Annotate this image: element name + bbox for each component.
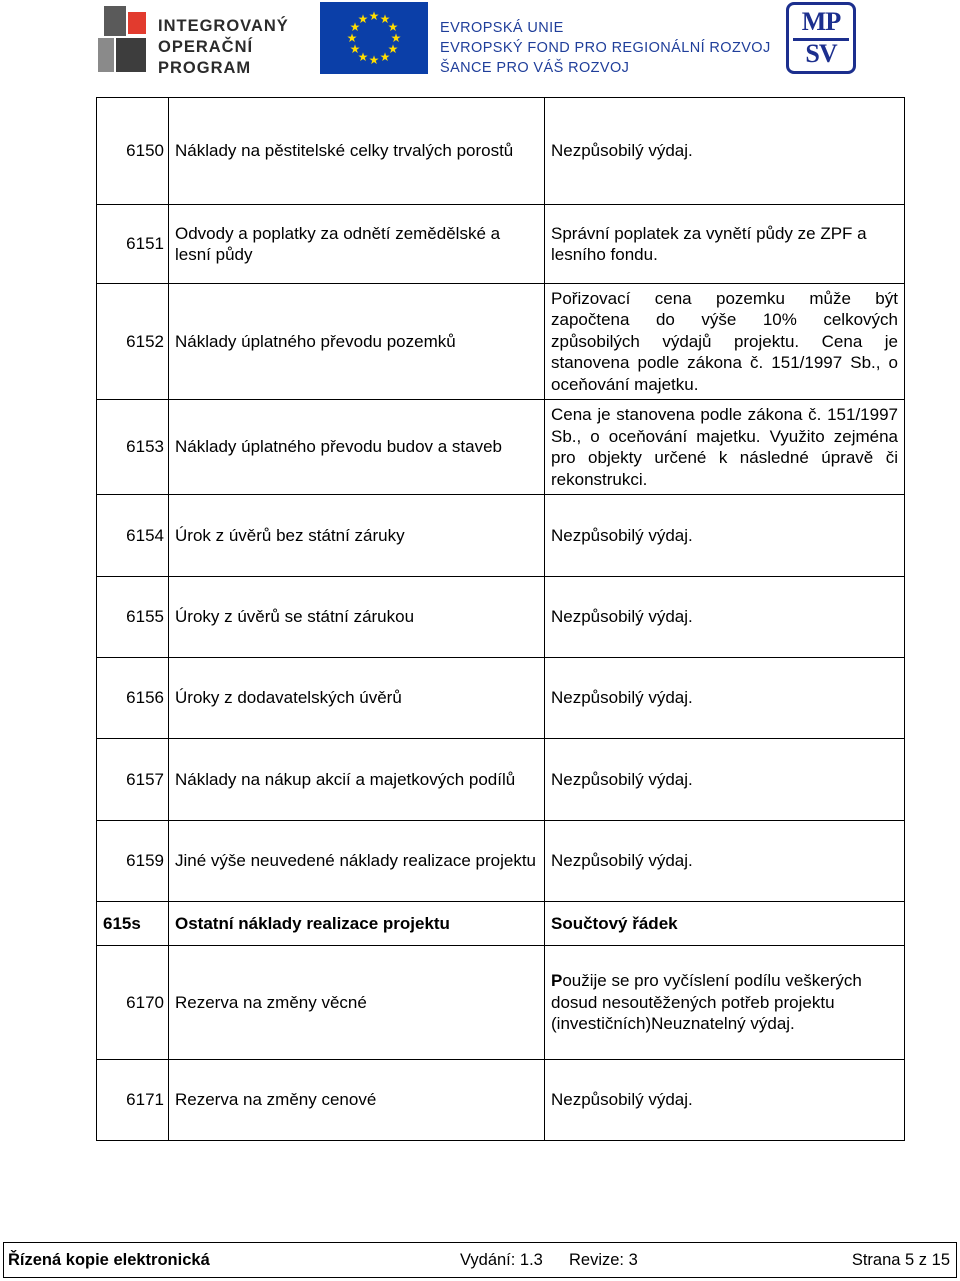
document-footer — [3, 1242, 957, 1278]
eu-star-icon: ★ — [368, 53, 380, 67]
eu-star-icon: ★ — [349, 42, 361, 56]
item-note: Nezpůsobilý výdaj. — [545, 739, 905, 821]
item-code: 6154 — [97, 495, 169, 577]
iop-logo-line1: INTEGROVANÝ — [158, 17, 289, 35]
table-row — [97, 98, 905, 205]
footer-page-number: Strana 5 z 15 — [851, 1251, 950, 1269]
item-note: Nezpůsobilý výdaj. — [545, 821, 905, 902]
item-code: 6155 — [97, 577, 169, 658]
eu-star-icon: ★ — [357, 50, 369, 65]
table-row — [97, 400, 905, 495]
table-row-sum — [97, 902, 905, 946]
item-name: Rezerva na změny věcné — [169, 946, 545, 1060]
item-code: 6171 — [97, 1060, 169, 1141]
item-note: Nezpůsobilý výdaj. — [545, 1060, 905, 1141]
footer-title: Řízená kopie elektronická — [8, 1251, 210, 1269]
header-logo-bar — [0, 0, 960, 84]
iop-logo-line2: OPERAČNÍ — [158, 38, 254, 56]
table-row — [97, 495, 905, 577]
item-name: Úrok z úvěrů bez státní záruky — [169, 495, 545, 577]
mpsv-logo — [786, 2, 856, 74]
table-row — [97, 658, 905, 739]
eu-star-icon: ★ — [379, 50, 391, 65]
eu-star-icon: ★ — [390, 31, 402, 45]
item-note-bold: P — [551, 971, 563, 991]
footer-version: Vydání: 1.3 — [460, 1251, 543, 1269]
item-note: Součtový řádek — [545, 902, 905, 946]
iop-logo-text — [158, 16, 289, 79]
item-name: Odvody a poplatky za odnětí zemědělské a lesní půdy — [169, 205, 545, 284]
footer-revision: Revize: 3 — [569, 1251, 638, 1269]
item-code: 6153 — [97, 400, 169, 495]
item-name: Úroky z dodavatelských úvěrů — [169, 658, 545, 739]
table-row — [97, 577, 905, 658]
item-note: Nezpůsobilý výdaj. — [545, 577, 905, 658]
item-name: Rezerva na změny cenové — [169, 1060, 545, 1141]
item-code: 6151 — [97, 205, 169, 284]
item-note: Nezpůsobilý výdaj. — [545, 98, 905, 205]
eu-logo-line3: ŠANCE PRO VÁŠ ROZVOJ — [440, 60, 630, 76]
item-code: 6150 — [97, 98, 169, 205]
table-row — [97, 821, 905, 902]
item-code: 6156 — [97, 658, 169, 739]
eu-star-icon: ★ — [346, 31, 358, 45]
eu-star-icon: ★ — [357, 11, 369, 26]
item-note: Cena je stanovena podle zákona č. 151/1997 Sb., o oceňování majetku. Využito zejména pro objekty určené k následné úpravě či rekonstrukci. — [545, 400, 905, 495]
cost-items-table — [96, 97, 905, 1141]
item-code: 6170 — [97, 946, 169, 1060]
item-note: Správní poplatek za vynětí půdy ze ZPF a lesního fondu. — [545, 205, 905, 284]
item-code: 6159 — [97, 821, 169, 902]
table-row — [97, 284, 905, 400]
table-row — [97, 739, 905, 821]
mpsv-logo-top: MP — [801, 7, 841, 36]
item-name: Náklady úplatného převodu pozemků — [169, 284, 545, 400]
eu-star-icon: ★ — [387, 20, 399, 34]
item-name: Náklady na nákup akcií a majetkových podílů — [169, 739, 545, 821]
eu-star-icon: ★ — [379, 11, 391, 26]
table-row — [97, 946, 905, 1060]
item-code: 615s — [97, 902, 169, 946]
eu-logo-line2: EVROPSKÝ FOND PRO REGIONÁLNÍ ROZVOJ — [440, 40, 771, 56]
item-code: 6152 — [97, 284, 169, 400]
eu-star-icon: ★ — [387, 42, 399, 56]
item-code: 6157 — [97, 739, 169, 821]
table-row — [97, 1060, 905, 1141]
item-note: Nezpůsobilý výdaj. — [545, 658, 905, 739]
iop-logo-line3: PROGRAM — [158, 59, 252, 77]
mpsv-logo-bottom: SV — [805, 39, 837, 68]
item-note: Nezpůsobilý výdaj. — [545, 495, 905, 577]
eu-logo-line1: EVROPSKÁ UNIE — [440, 20, 564, 36]
iop-logo — [96, 2, 289, 77]
item-name: Ostatní náklady realizace projektu — [169, 902, 545, 946]
item-name: Úroky z úvěrů se státní zárukou — [169, 577, 545, 658]
iop-logo-mark-icon — [96, 2, 152, 74]
eu-star-icon: ★ — [368, 9, 380, 23]
item-note-text: oužije se pro vyčíslení podílu veškerých dosud nesoutěžených potřeb projektu (investičních)Neuznatelný výdaj. — [551, 971, 862, 1034]
item-name: Jiné výše neuvedené náklady realizace projektu — [169, 821, 545, 902]
item-note — [545, 946, 905, 1060]
item-name: Náklady úplatného převodu budov a staveb — [169, 400, 545, 495]
item-note: Pořizovací cena pozemku může být započtena do výše 10% celkových způsobilých výdajů projektu. Cena je stanovena podle zákona č. 151/1997 Sb., o oceňování majetku. — [545, 284, 905, 400]
eu-star-icon: ★ — [349, 20, 361, 34]
eu-logo-text — [440, 18, 771, 78]
table-row — [97, 205, 905, 284]
eu-flag-icon — [320, 2, 428, 74]
item-name: Náklady na pěstitelské celky trvalých porostů — [169, 98, 545, 205]
